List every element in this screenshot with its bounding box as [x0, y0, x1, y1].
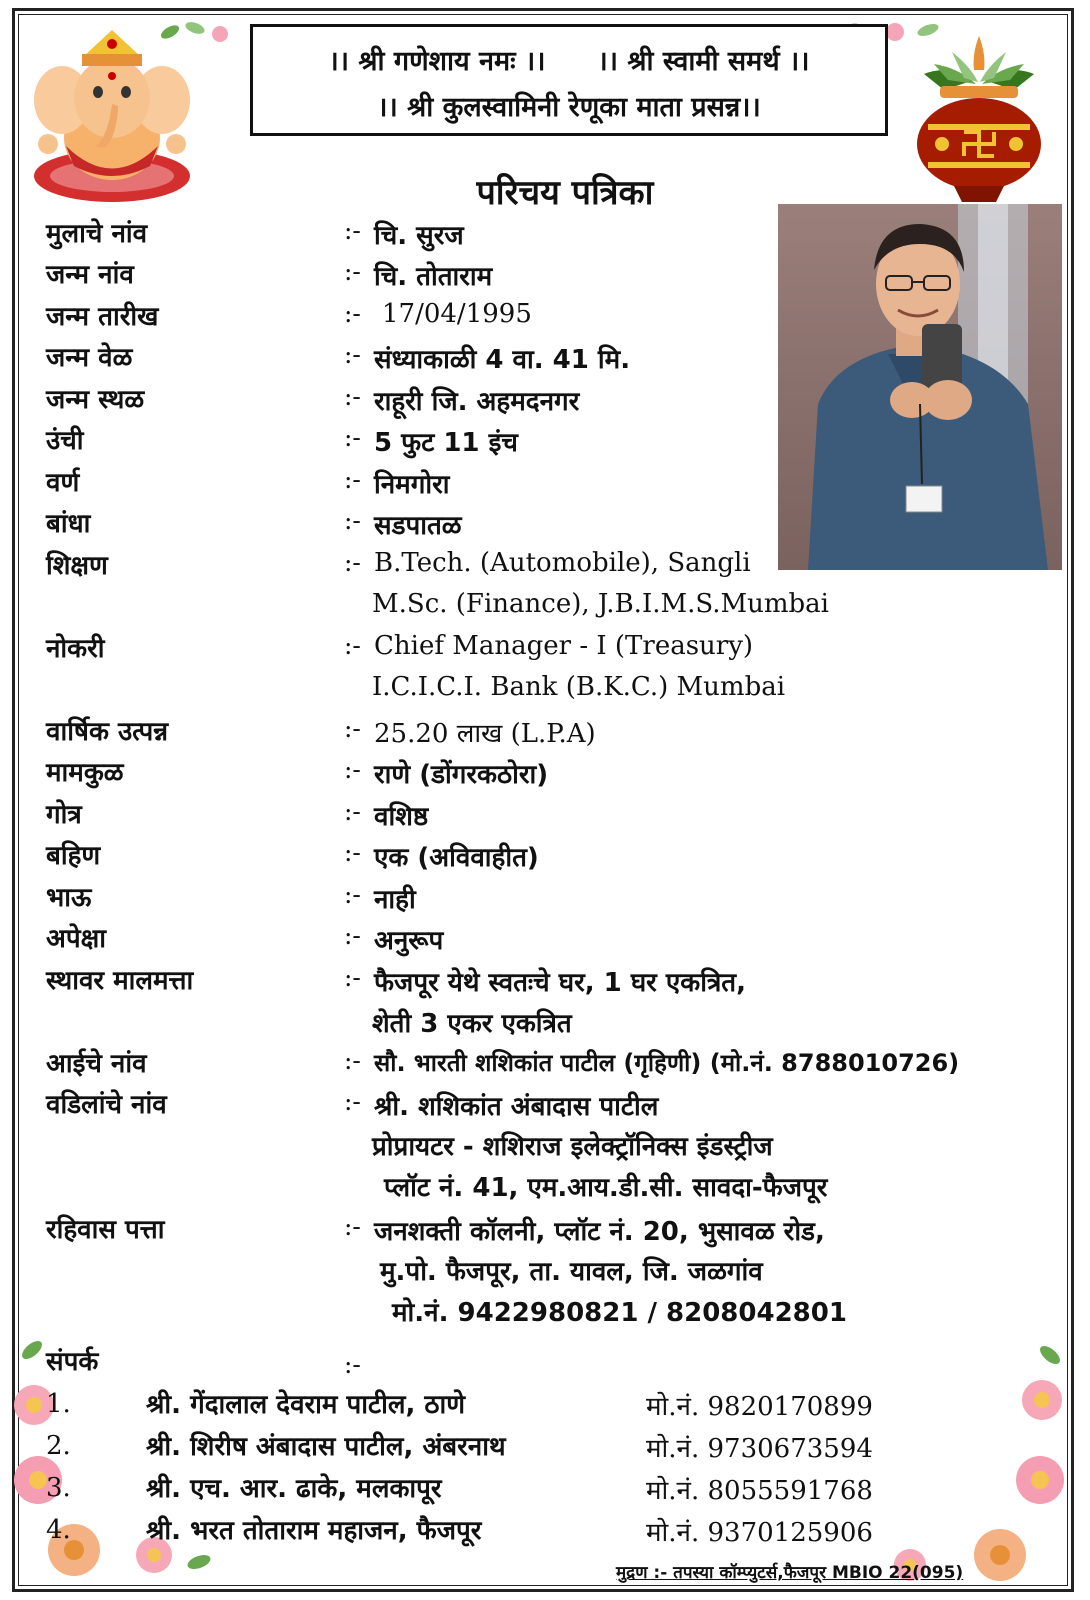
label-income: वार्षिक उत्पन्न — [46, 717, 169, 747]
label-maternal-clan: मामकुळ — [46, 758, 124, 788]
row-expectation — [0, 919, 1090, 960]
label-job: नोकरी — [46, 634, 105, 664]
row-brother — [0, 878, 1090, 919]
separator: :- — [344, 465, 361, 494]
row-birth-time — [0, 338, 1090, 379]
value-property: फैजपूर येथे स्वतःचे घर, 1 घर एकत्रित, — [374, 968, 746, 998]
mantra-kulswamini: ।। श्री कुलस्वामिनी रेणूका माता प्रसन्न।। — [377, 92, 761, 123]
separator: :- — [344, 1087, 361, 1116]
value-sister: एक (अविवाहीत) — [374, 843, 539, 873]
label-brother: भाऊ — [46, 883, 92, 913]
label-property: स्थावर मालमत्ता — [46, 966, 194, 996]
separator: :- — [344, 880, 361, 909]
row-mother-name — [0, 1044, 1090, 1085]
separator: :- — [344, 838, 361, 867]
separator: :- — [344, 631, 361, 660]
separator: :- — [344, 257, 361, 286]
value-build: सडपातळ — [374, 511, 462, 541]
label-name: मुलाचे नांव — [46, 219, 148, 249]
row-contacts-heading — [0, 1342, 1090, 1383]
kalash-swastik-icon — [904, 34, 1054, 204]
label-residence: रहिवास पत्ता — [46, 1215, 165, 1245]
row-education — [0, 546, 1090, 629]
separator: :- — [344, 340, 361, 369]
separator: :- — [344, 382, 361, 411]
mantra-swami: ।। श्री स्वामी समर्थ ।। — [597, 46, 810, 77]
label-birth-name: जन्म नांव — [46, 260, 134, 290]
label-birth-date: जन्म तारीख — [46, 302, 159, 332]
label-height: उंची — [46, 426, 84, 456]
row-income — [0, 712, 1090, 753]
label-expectation: अपेक्षा — [46, 924, 107, 954]
row-residence — [0, 1210, 1090, 1334]
value-job: Chief Manager - I (Treasury) — [374, 631, 754, 661]
row-name — [0, 214, 1090, 255]
label-gotra: गोत्र — [46, 800, 82, 830]
value-birth-date: 17/04/1995 — [382, 299, 532, 329]
row-job — [0, 629, 1090, 712]
contact-number: 2. — [46, 1431, 71, 1461]
value-job-line2: I.C.I.C.I. Bank (B.K.C.) Mumbai — [372, 672, 786, 702]
value-birth-name: चि. तोताराम — [374, 262, 493, 292]
label-contacts: संपर्क — [46, 1347, 99, 1377]
value-birth-place: राहूरी जि. अहमदनगर — [374, 387, 580, 417]
ganesha-icon — [26, 26, 198, 204]
row-sister — [0, 836, 1090, 877]
value-name: चि. सुरज — [374, 221, 464, 251]
separator: :- — [344, 1212, 361, 1241]
contact-item — [0, 1469, 1090, 1511]
separator: :- — [344, 506, 361, 535]
separator: :- — [344, 299, 361, 328]
separator: :- — [344, 548, 361, 577]
value-residence: जनशक्ती कॉलनी, प्लॉट नं. 20, भुसावळ रोड, — [374, 1217, 825, 1247]
contact-item — [0, 1427, 1090, 1469]
value-education-line2: M.Sc. (Finance), J.B.I.M.S.Mumbai — [372, 589, 829, 619]
separator: :- — [344, 755, 361, 784]
row-property — [0, 961, 1090, 1044]
contact-number: 4. — [46, 1515, 71, 1545]
label-mother-name: आईचे नांव — [46, 1049, 147, 1079]
contact-name: श्री. एच. आर. ढाके, मलकापूर — [146, 1474, 442, 1504]
value-father-address: प्लॉट नं. 41, एम.आय.डी.सी. सावदा-फैजपूर — [384, 1173, 828, 1203]
label-education: शिक्षण — [46, 551, 108, 581]
contact-name: श्री. गेंदालाल देवराम पाटील, ठाणे — [146, 1390, 466, 1420]
value-birth-time: संध्याकाळी 4 वा. 41 मि. — [374, 345, 631, 375]
value-education: B.Tech. (Automobile), Sangli — [374, 548, 751, 578]
contact-name: श्री. शिरीष अंबादास पाटील, अंबरनाथ — [146, 1432, 506, 1462]
label-sister: बहिण — [46, 841, 101, 871]
contact-mobile: मो.नं. 9820170899 — [646, 1392, 873, 1422]
value-income: 25.20 लाख (L.P.A) — [374, 719, 596, 749]
value-father-name: श्री. शशिकांत अंबादास पाटील — [374, 1092, 659, 1122]
separator: :- — [344, 921, 361, 950]
label-father-name: वडिलांचे नांव — [46, 1090, 167, 1120]
mantra-header-box — [250, 24, 888, 136]
value-complexion: निमगोरा — [374, 470, 450, 500]
value-expectation: अनुरूप — [374, 926, 444, 956]
separator: :- — [344, 1046, 361, 1075]
value-residence-phone: मो.नं. 9422980821 / 8208042801 — [392, 1298, 847, 1328]
contact-mobile: मो.नं. 9370125906 — [646, 1518, 873, 1548]
value-residence-line2: मु.पो. फैजपूर, ता. यावल, जि. जळगांव — [380, 1257, 763, 1287]
contact-number: 3. — [46, 1473, 71, 1503]
contact-name: श्री. भरत तोताराम महाजन, फैजपूर — [146, 1516, 482, 1546]
mantra-ganesh: ।। श्री गणेशाय नमः ।। — [328, 46, 546, 77]
contact-item — [0, 1385, 1090, 1427]
separator: :- — [344, 216, 361, 245]
row-height — [0, 421, 1090, 462]
value-gotra: वशिष्ठ — [374, 802, 429, 832]
value-maternal-clan: राणे (डोंगरकठोरा) — [374, 760, 549, 790]
contact-mobile: मो.नं. 8055591768 — [646, 1476, 873, 1506]
label-complexion: वर्ण — [46, 468, 80, 498]
value-mother-name: सौ. भारती शशिकांत पाटील (गृहिणी) (मो.नं. 8788010726) — [374, 1049, 960, 1077]
page-title: परिचय पत्रिका — [476, 173, 654, 213]
separator: :- — [344, 963, 361, 992]
row-birth-date — [0, 297, 1090, 338]
row-birth-name — [0, 255, 1090, 296]
contact-mobile: मो.नं. 9730673594 — [646, 1434, 873, 1464]
printer-credit: मुद्रण :- तपस्या कॉम्प्युटर्स,फैजपूर MBIO 22(095) — [616, 1563, 964, 1583]
separator: :- — [344, 797, 361, 826]
label-build: बांधा — [46, 509, 91, 539]
value-height: 5 फुट 11 इंच — [374, 428, 518, 458]
row-birth-place — [0, 380, 1090, 421]
label-birth-time: जन्म वेळ — [46, 343, 133, 373]
value-brother: नाही — [374, 885, 416, 915]
contact-item — [0, 1511, 1090, 1553]
row-gotra — [0, 795, 1090, 836]
row-complexion — [0, 463, 1090, 504]
separator: :- — [344, 714, 361, 743]
separator: :- — [344, 423, 361, 452]
separator: :- — [344, 1350, 361, 1379]
label-birth-place: जन्म स्थळ — [46, 385, 145, 415]
row-maternal-clan — [0, 753, 1090, 794]
value-property-line2: शेती 3 एकर एकत्रित — [372, 1009, 572, 1039]
row-father-name — [0, 1085, 1090, 1209]
contact-number: 1. — [46, 1389, 71, 1419]
row-build — [0, 504, 1090, 545]
value-father-business: प्रोप्रायटर - शशिराज इलेक्ट्रॉनिक्स इंडस्ट्रीज — [372, 1132, 773, 1162]
